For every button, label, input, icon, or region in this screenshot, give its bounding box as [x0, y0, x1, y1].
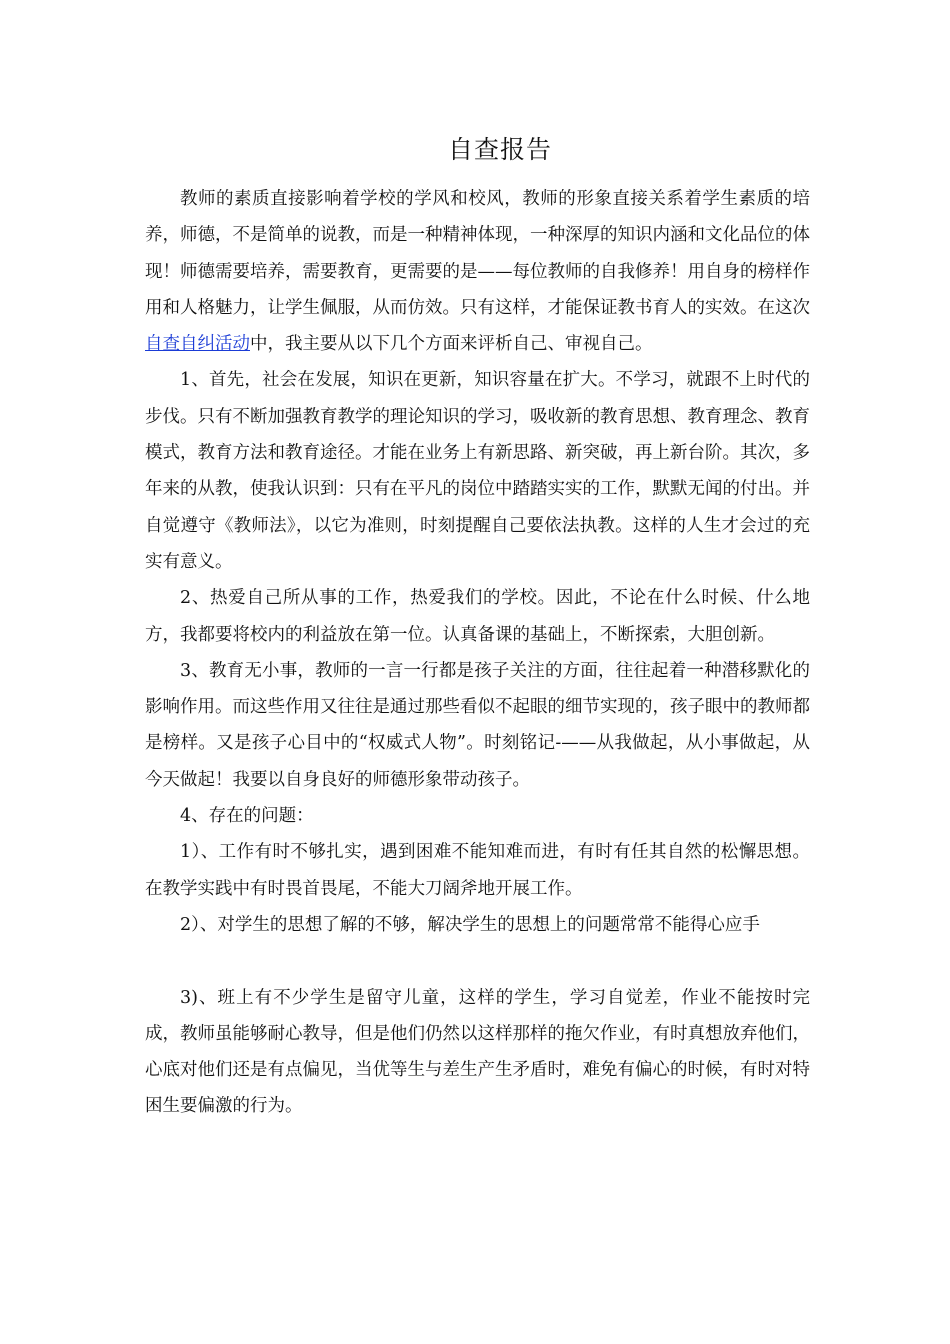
- intro-text-after-link: 中，我主要从以下几个方面来评析自己、审视自己。: [250, 334, 653, 355]
- point-3-paragraph: 3、教育无小事，教师的一言一行都是孩子关注的方面，往往起着一种潜移默化的影响作用。而这些作用又往往是通过那些看似不起眼的细节实现的，孩子眼中的教师都是榜样。又是孩子心目中的“权威式人物”。时刻铭记-——从我做起，从小事做起，从今天做起！我要以自身良好的师德形象带动孩子。: [145, 660, 810, 790]
- issue-1-paragraph: 1）、工作有时不够扎实，遇到困难不能知难而进，有时有任其自然的松懈思想。在教学实践中有时畏首畏尾，不能大刀阔斧地开展工作。: [145, 842, 810, 899]
- issue-3-paragraph: 3)、班上有不少学生是留守儿童，这样的学生，学习自觉差，作业不能按时完成，教师虽能够耐心教导，但是他们仍然以这样那样的拖欠作业，有时真想放弃他们，心底对他们还是有点偏见，当优等生与差生产生矛盾时，难免有偏心的时候，有时对特困生要偏激的行为。: [145, 987, 810, 1117]
- point-4-heading: 4、存在的问题：: [180, 806, 314, 827]
- issue-2-paragraph: 2）、对学生的思想了解的不够，解决学生的思想上的问题常常不能得心应手: [180, 914, 760, 935]
- document-title: 自查报告: [447, 135, 552, 164]
- self-check-activity-link[interactable]: 自查自纠活动: [145, 334, 250, 355]
- point-2-paragraph: 2、热爱自己所从事的工作，热爱我们的学校。因此，不论在什么时候、什么地方，我都要将校内的利益放在第一位。认真备课的基础上，不断探索，大胆创新。: [145, 588, 810, 645]
- document-body: [145, 181, 810, 1125]
- intro-paragraph: [145, 181, 810, 362]
- intro-text-before-link: 教师的素质直接影响着学校的学风和校风，教师的形象直接关系着学生素质的培养，师德，不是简单的说教，而是一种精神体现，一种深厚的知识内涵和文化品位的体现！师德需要培养，需要教育，更需要的是——每位教师的自我修养！用自身的榜样作用和人格魅力，让学生佩服，从而仿效。只有这样，才能保证教书育人的实效。在这次: [145, 189, 810, 318]
- point-1-paragraph: 1、首先，社会在发展，知识在更新，知识容量在扩大。不学习，就跟不上时代的步伐。只有不断加强教育教学的理论知识的学习，吸收新的教育思想、教育理念、教育模式，教育方法和教育途径。才能在业务上有新思路、新突破，再上新台阶。其次，多年来的从教，使我认识到：只有在平凡的岗位中踏踏实实的工作，默默无闻的付出。并自觉遵守《教师法》，以它为准则，时刻提醒自己要依法执教。这样的人生才会过的充实有意义。: [145, 370, 810, 572]
